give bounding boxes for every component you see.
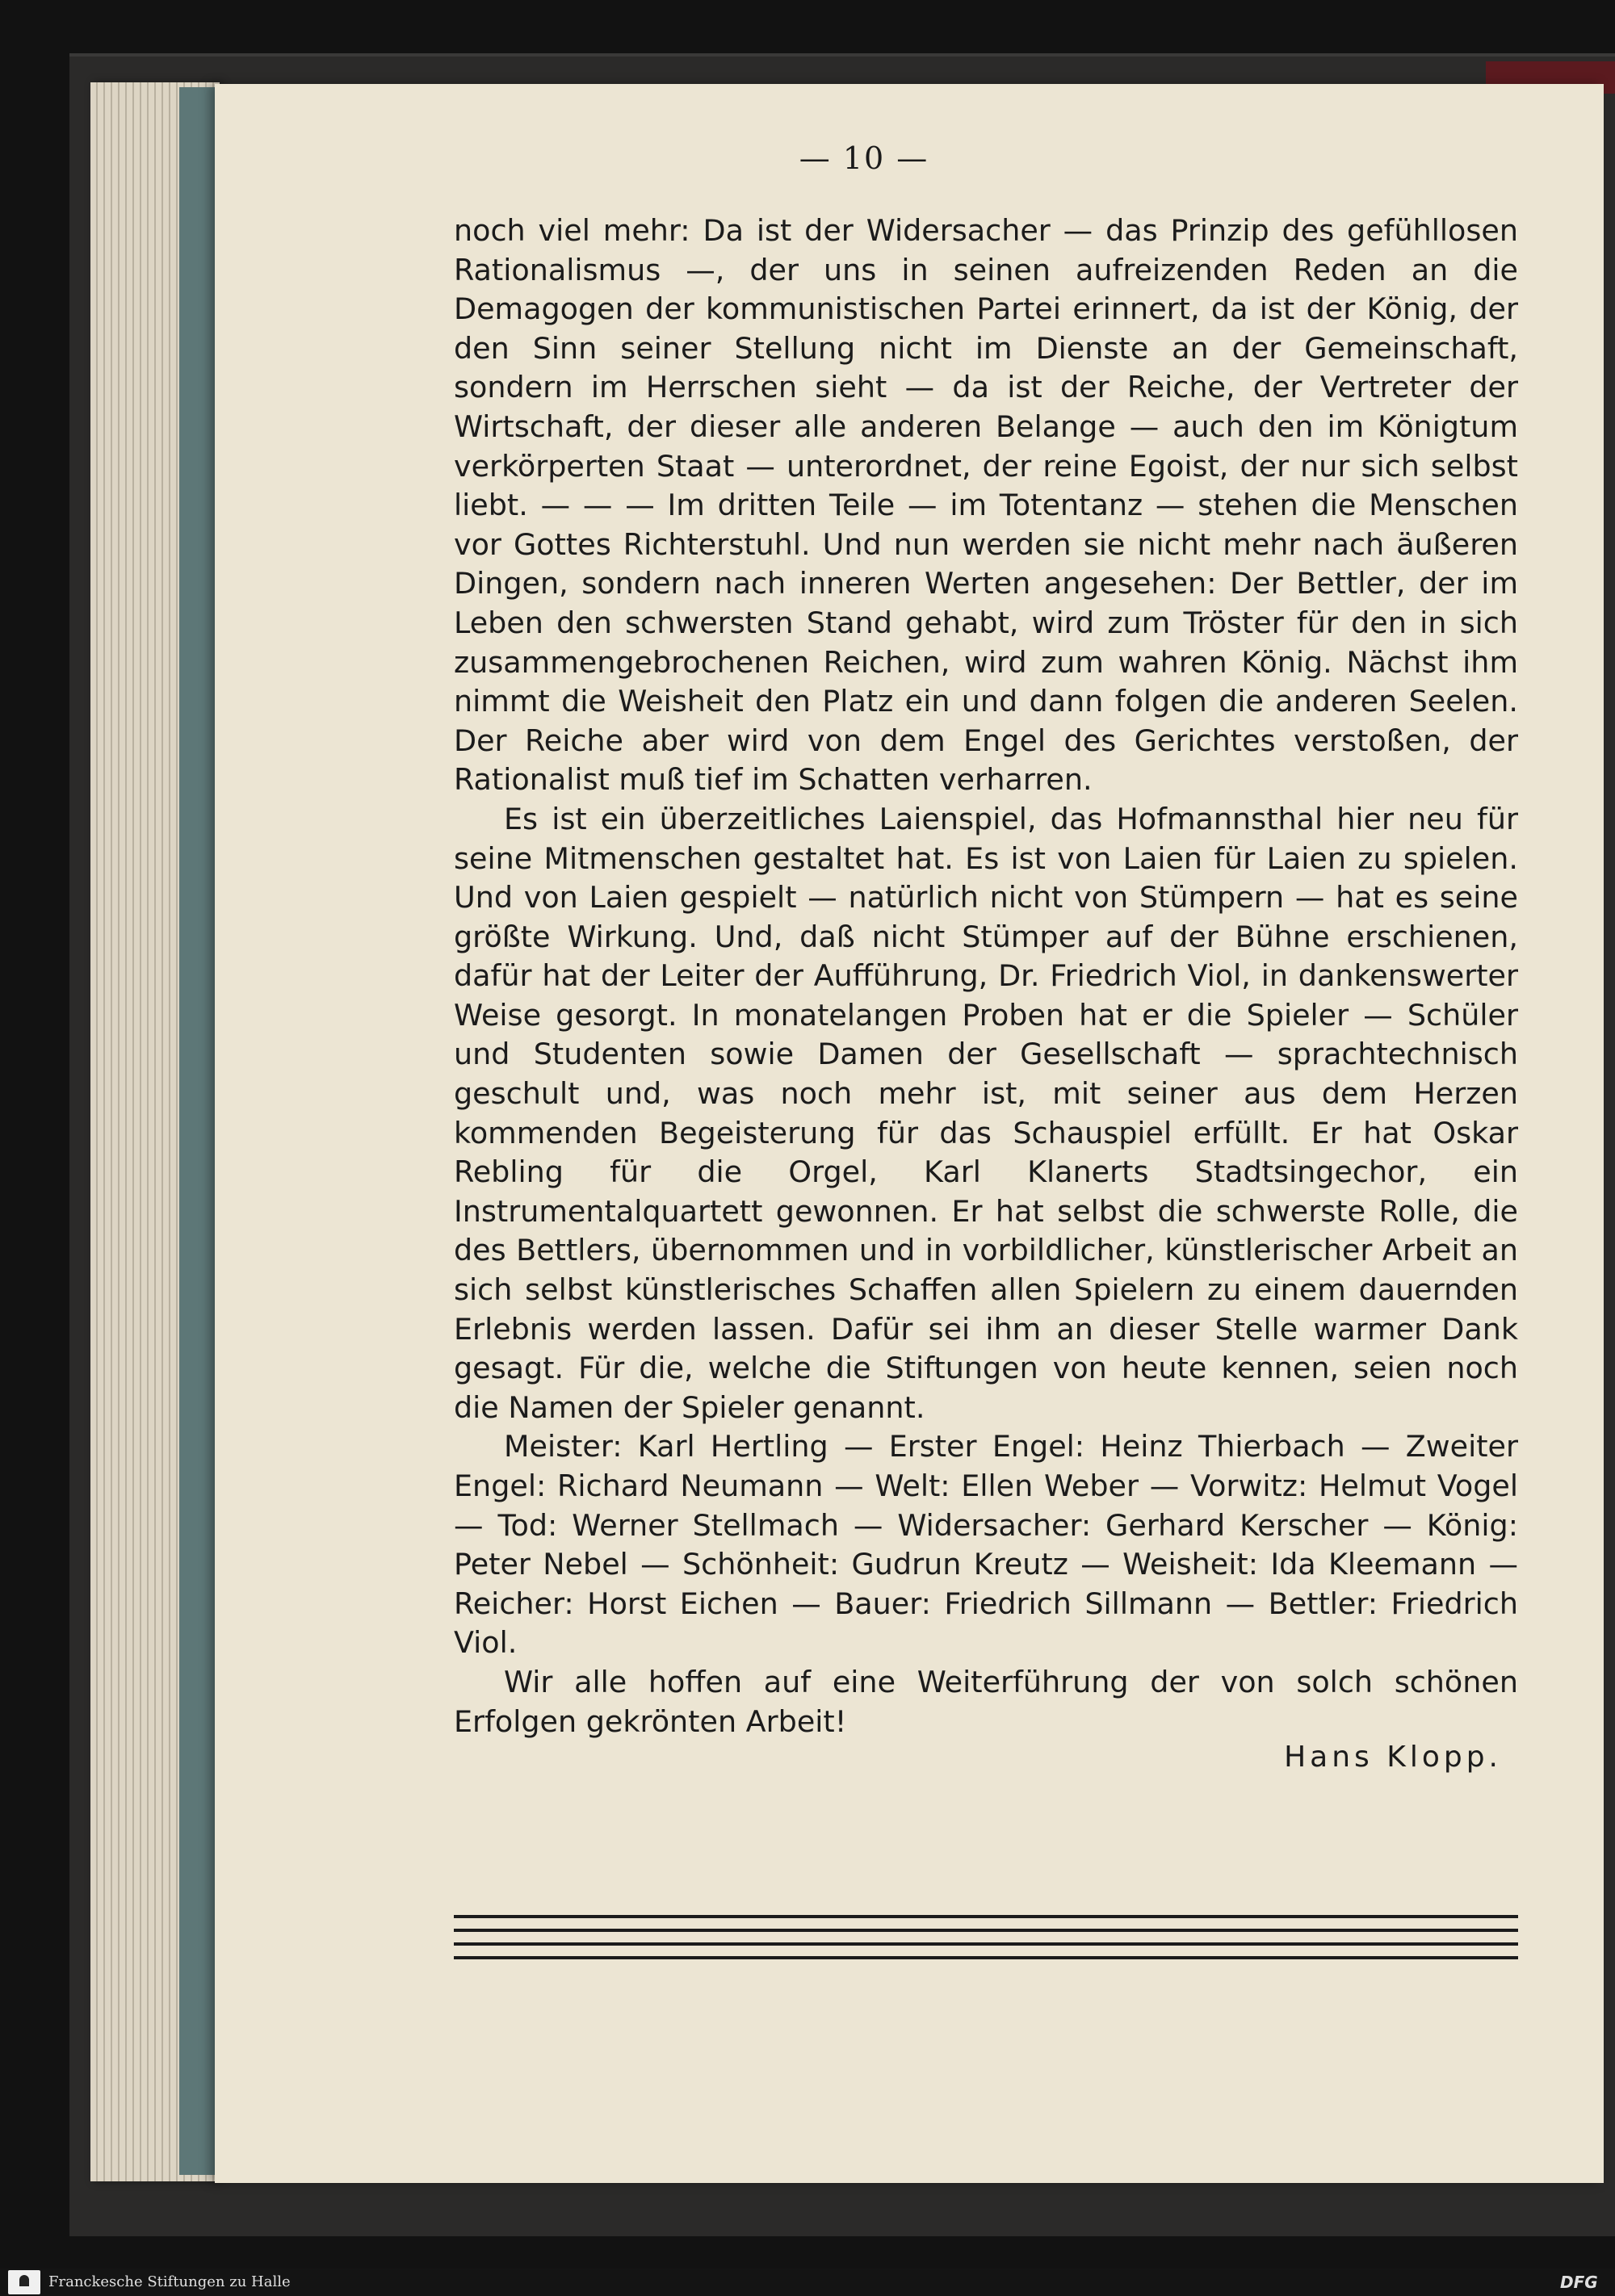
dfg-logo: DFG [1560, 2273, 1598, 2292]
author-signature: Hans Klopp. [1284, 1741, 1502, 1774]
paragraph: Es ist ein überzeitliches Laienspiel, das Hofmannsthal hier neu für seine Mitmenschen gestaltet hat. Es ist von Laien für Laien zu spielen. Und von Laien gespielt — natürlich nicht von Stümpern — hat es seine größte Wirkung. Und, daß nicht Stümper auf der Bühne erschienen, dafür hat der Leiter der Aufführung, Dr. Friedrich Viol, in dankenswerter Weise gesorgt. In monatelangen Proben hat er die Spieler — Schüler und Studenten sowie Damen der Gesellschaft — sprachtechnisch geschult und, was noch mehr ist, mit seiner aus dem Herzen kommenden Begeisterung für das Schauspiel erfüllt. Er hat Oskar Rebling für die Orgel, Karl Klanerts Stadtsingechor, ein Instrumentalquartett gewonnen. Er hat selbst die schwerste Rolle, die des Bettlers, übernommen und in vorbildlicher, künstlerischer Arbeit an sich selbst künstlerisches Schaffen allen Spielern zu einem dauernden Erlebnis werden lassen. Dafür sei ihm an dieser Stelle warmer Dank gesagt. Für die, welche die Stiftungen von heute kennen, seien noch die Namen der Spieler genannt. [454, 801, 1518, 1425]
rule-line [454, 1956, 1518, 1959]
page-number: — 10 — [799, 140, 929, 176]
cast-list: Meister: Karl Hertling — Erster Engel: Heinz Thierbach — Zweiter Engel: Richard Neumann — Welt: Ellen Weber — Vorwitz: Helmut Vogel — Tod: Werner Stellmach — Widersacher: Gerhard Kerscher — König: Peter Nebel — Schönheit: Gudrun Kreutz — Weisheit: Ida Kleemann — Reicher: Horst Eichen — Bauer: Friedrich Sillmann — Bettler: Friedrich Viol. [454, 1429, 1518, 1661]
rule-line [454, 1929, 1518, 1932]
rule-line [454, 1915, 1518, 1918]
rule-line [454, 1942, 1518, 1946]
institution-logo-icon [8, 2270, 40, 2294]
institution-name: Franckesche Stiftungen zu Halle [48, 2273, 291, 2290]
paragraph: Wir alle hoffen auf eine Weiterführung der von solch schönen Erfolgen gekrönten Arbeit! [454, 1664, 1518, 1739]
paragraph: noch viel mehr: Da ist der Widersacher — das Prinzip des gefühllosen Rationalismus —, der uns in seinen aufreizenden Reden an die Demagogen der kommunistischen Partei erinnert, da ist der König, der den Sinn seiner Stellung nicht im Dienste an der Gemeinschaft, sondern im Herrschen sieht — da ist der Reiche, der Vertreter der Wirtschaft, der dieser alle anderen Belange — auch den im Königtum verkörperten Staat — unterordnet, der reine Egoist, der nur sich selbst liebt. — — — Im dritten Teile — im Totentanz — stehen die Menschen vor Gottes Richterstuhl. Und nun werden sie nicht mehr nach äußeren Dingen, sondern nach inneren Werten angesehen: Der Bettler, der im Leben den schwersten Stand gehabt, wird zum Tröster für den in sich zusammengebrochenen Reichen, wird zum wahren König. Nächst ihm nimmt die Weisheit den Platz ein und dann folgen die anderen Seelen. Der Reiche aber wird von dem Engel des Gerichtes verstoßen, der Rationalist muß tief im Schatten verharren. [454, 213, 1518, 798]
decorative-rules [454, 1915, 1518, 1970]
body-text [454, 212, 1518, 1741]
